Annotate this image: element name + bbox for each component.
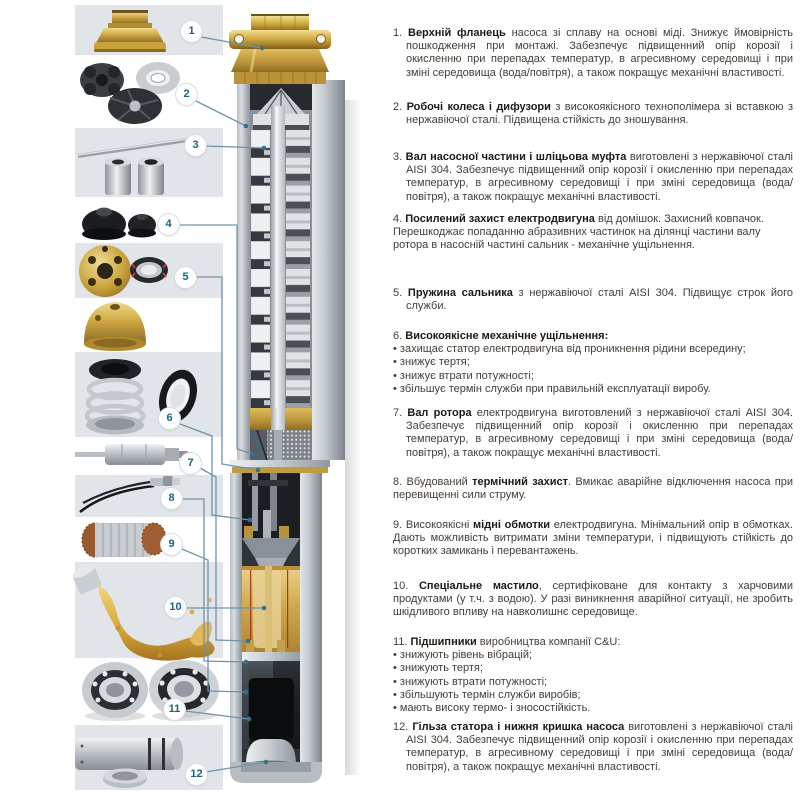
- spec-item-4-text: 4. Посилений захист електродвигуна від домішок. Захисний ковпачок. Перешкоджає попаданню абразивних частинок на ділянці частини валу ротора в насосній частині сальник - механічне ущільнення.: [393, 213, 764, 252]
- callout-6: 6: [159, 408, 180, 429]
- callout-5: 5: [175, 267, 196, 288]
- spec-item-8-text: 8. Вбудований термічний захист. Вмикає аварійне відключення насоса при перевищенні сили струму.: [393, 476, 793, 502]
- spec-item-11-bullet: • знижують тертя;: [393, 662, 483, 675]
- spec-item-12-text: 12. Гільза статора і нижня кришка насоса виготовлені з нержавіючої сталі AISI 304. Забезпечує підвищенний опір корозії і окисленню при перепадах температур, в агресивному середовищі і при зміні середовища (вода/повітря), а також покращує механічні властивості.: [393, 721, 793, 773]
- spec-item-3-text: 3. Вал насосної частини і шліцьова муфта виготовлені з нержавіючої сталі AISI 304. Забезпечує підвищенний опір корозії і окисленню при перепадах температур, в агресивному середовищі і при зміні середовища (вода/повітря), а також покращує механічні властивості.: [393, 151, 794, 203]
- spec-item-11-text: 11. Підшипники виробництва компанії C&U:: [393, 636, 621, 648]
- spec-item-7-text: 7. Вал ротора електродвигуна виготовлений з нержавіючої сталі AISI 304. Забезпечує підвищенний опір корозії і окисленню при перепадах температур, в агресивному середовищі і при зміні середовища (вода/повітря), а також покращує механічні властивості.: [393, 407, 793, 459]
- callout-3: 3: [185, 135, 206, 156]
- spec-item-11-bullet: • мають високу термо- і зносостійкість.: [393, 702, 591, 715]
- callout-11: 11: [164, 699, 185, 720]
- spec-item-6-bullet: • знижує втрати потужності;: [393, 369, 534, 382]
- callout-12: 12: [186, 764, 207, 785]
- callout-1: 1: [181, 21, 202, 42]
- callout-9: 9: [161, 534, 182, 555]
- callout-10: 10: [165, 597, 186, 618]
- spec-item-11-bullet: • збільшують термін служби виробів;: [393, 688, 581, 701]
- callout-2: 2: [176, 84, 197, 105]
- spec-item-6-text: 6. Високоякісне механічне ущільнення:: [393, 330, 609, 342]
- callout-7: 7: [180, 453, 201, 474]
- callout-4: 4: [158, 214, 179, 235]
- spec-item-6-bullet: • збільшує термін служби при правильній експлуатації виробу.: [393, 382, 711, 395]
- spec-item-11-bullet: • знижують рівень вібрацій;: [393, 649, 533, 662]
- callout-8: 8: [161, 488, 182, 509]
- spec-item-9-text: 9. Високоякісні мідні обмотки електродвигуна. Мінімальний опір в обмотках. Дають можливість витримати зміни температури, і підвищують стійкість до коротких замикань і перевантажень.: [393, 519, 793, 558]
- spec-item-2-text: 2. Робочі колеса і дифузори з високоякісного технополімера зі вставкою з нержавіючої сталі. Підвищена стійкість до зношування.: [393, 101, 793, 127]
- spec-item-6-bullet: • знижує тертя;: [393, 356, 470, 369]
- spec-item-1-text: 1. Верхній фланець насоса зі сплаву на основі міді. Знижує ймовірність пошкодження при монтажі. Забезпечує підвищенний опір корозії і окисленню при перепадах температур, в агресивному середовищі і при зміні середовища (вода/повітря), а також покращує механічні властивості.: [393, 27, 794, 79]
- spec-item-5-text: 5. Пружина сальника з нержавіючої сталі AISI 304. Підвищує строк його служби.: [393, 287, 793, 313]
- spec-item-11-bullet: • знижують втрати потужності;: [393, 675, 548, 688]
- spec-item-6-bullet: • захищає статор електродвигуна від проникнення рідини всередину;: [393, 343, 746, 356]
- spec-item-10-text: 10. Спеціальне мастило, сертифіковане для контакту з харчовими продуктами (у т.ч. з водою). У разі виникнення аварійної ситуації, не зробить шкідливого впливу на навколишнє середовище.: [393, 580, 793, 619]
